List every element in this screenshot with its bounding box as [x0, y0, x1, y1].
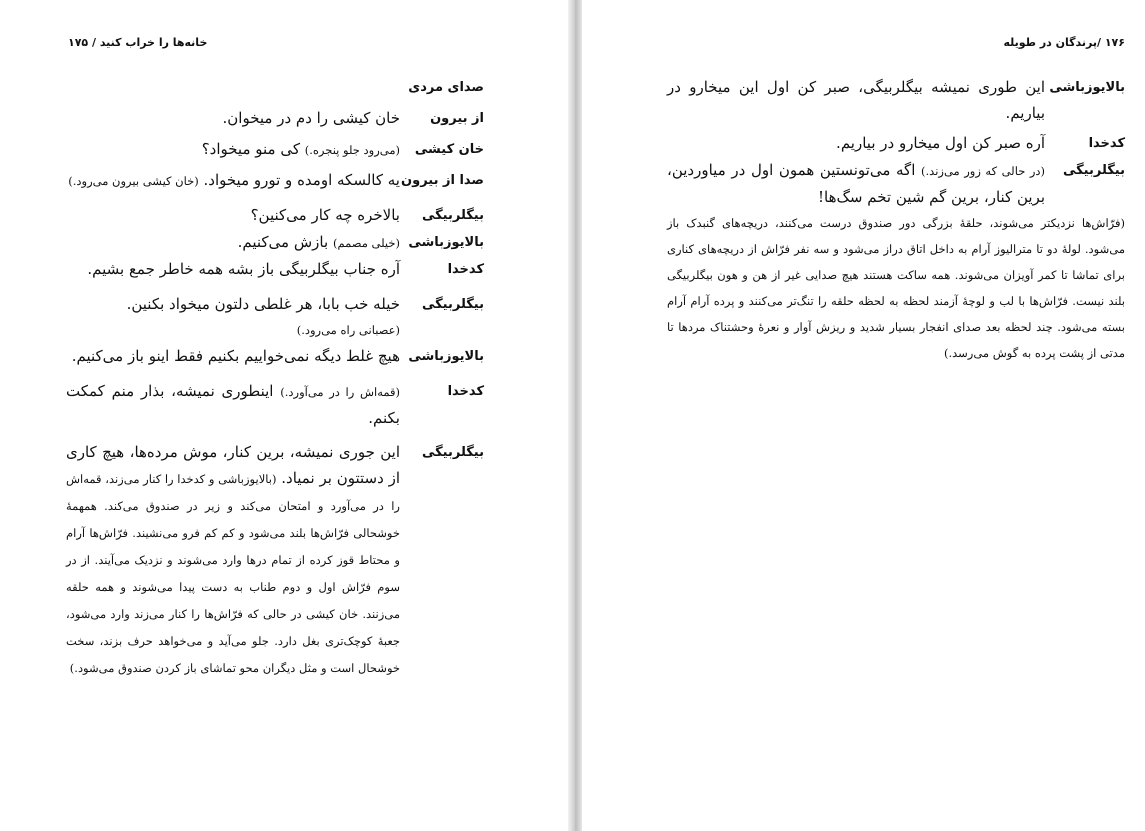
dialogue-line: خان کیشی را دم در میخوان. — [222, 109, 400, 127]
stage-direction: (خیلی مصمم) — [332, 236, 400, 250]
dialogue-text — [66, 291, 400, 343]
dialogue-entry — [66, 105, 484, 132]
dialogue-entry — [667, 157, 1125, 210]
dialogue-line: آره جناب بیگلربیگی باز بشه همه خاطر جمع بشیم. — [87, 260, 400, 278]
dialogue-text — [66, 229, 400, 256]
speaker-name: کدخدا — [447, 384, 484, 399]
right-page-header: ۱۷۶ /پرندگان در طویله — [1003, 36, 1125, 49]
dialogue-entry — [66, 291, 484, 343]
book-gutter — [568, 0, 582, 831]
dialogue-line: هیچ غلط دیگه نمی‌خواییم بکنیم فقط اینو باز می‌کنیم. — [71, 347, 400, 365]
dialogue-line: خیله خب بابا، هر غلطی دلتون میخواد بکنین. — [126, 295, 400, 313]
dialogue-text — [667, 157, 1045, 210]
dialogue-line: بالاخره چه کار می‌کنین؟ — [250, 206, 400, 224]
speaker-name: بالایوزباشی — [1049, 80, 1125, 95]
dialogue-line: این طوری نمیشه بیگلربیگی، صبر کن اول این میخارو در بیاریم. — [667, 78, 1045, 122]
speaker-name: بیگلربیگی — [421, 208, 484, 223]
dialogue-entry — [667, 130, 1125, 157]
left-page-content — [66, 74, 484, 681]
dialogue-entry — [66, 439, 484, 681]
dialogue-line: کی منو میخواد؟ — [201, 140, 300, 158]
speaker-name: بیگلربیگی — [421, 445, 484, 460]
left-page-header: خانه‌ها را خراب کنید / ۱۷۵ — [68, 36, 208, 49]
speaker-name: صدای مردی — [408, 80, 484, 95]
dialogue-text — [66, 343, 400, 369]
dialogue-entry — [66, 229, 484, 256]
dialogue-line: این جوری نمیشه، برین کنار، موش مرده‌ها، هیچ کاری از دستتون بر نمیاد. — [66, 443, 400, 487]
speaker-name: کدخدا — [1088, 136, 1125, 151]
speaker-name: از بیرون — [430, 111, 484, 126]
dialogue-line: اگه می‌تونستین همون اول در میاوردین، برین کنار، برین گم شین تخم سگ‌ها! — [667, 161, 1045, 206]
stage-direction-text — [667, 210, 1125, 366]
right-page — [582, 0, 1145, 831]
dialogue-entry — [667, 74, 1125, 126]
speaker-name: بیگلربیگی — [421, 297, 484, 312]
dialogue-line: یه کالسکه اومده و تورو میخواد. — [203, 171, 400, 189]
dialogue-text — [66, 136, 400, 163]
stage-direction: (فرّاش‌ها نزدیکتر می‌شوند، حلقهٔ بزرگی دور صندوق درست می‌کنند، دریچه‌های گنبدک باز می‌شود. لولهٔ دو تا مترالیوز آرام به داخل اتاق دراز می‌شود و سه نفر فرّاش از دریچه‌های کناری برای تماشا تا کمر آویزان می‌شوند. همه ساکت هستند هیچ صدایی غیر از هن و هون بیگلربیگی بلند نیست. فرّاش‌ها با لب و لوچهٔ آزمند لحظه به لحظه حلقه را تنگ‌تر می‌کنند و پرده آرام آرام بسته می‌شود. چند لحظه بعد صدای انفجار بسیار شدید و ریزش آوار و نعرهٔ وحشتناک مردها تا مدتی از پشت پرده به گوش می‌رسد.) — [667, 216, 1125, 360]
dialogue-text — [66, 439, 400, 681]
dialogue-text — [66, 202, 400, 228]
stage-direction: (می‌رود جلو پنجره.) — [304, 143, 400, 157]
speaker-name: بالایوزباشی — [408, 235, 484, 250]
dialogue-line: آره صبر کن اول میخارو در بیاریم. — [836, 134, 1045, 152]
dialogue-text — [66, 378, 400, 431]
dialogue-text — [667, 74, 1045, 126]
dialogue-entry — [66, 167, 484, 194]
speaker-name: بیگلربیگی — [1062, 163, 1125, 178]
dialogue-entry — [66, 202, 484, 229]
dialogue-text — [66, 105, 400, 131]
dialogue-text — [66, 167, 400, 194]
dialogue-entry — [66, 74, 484, 101]
dialogue-entry — [66, 136, 484, 163]
right-page-content — [667, 74, 1125, 366]
dialogue-line: اینطوری نمیشه، بذار منم کمکت بکنم. — [66, 382, 400, 427]
left-page — [0, 0, 568, 831]
stage-direction-block — [667, 210, 1125, 366]
dialogue-line: بازش می‌کنیم. — [237, 233, 329, 251]
speaker-name: کدخدا — [447, 262, 484, 277]
speaker-name: خان کیشی — [414, 142, 484, 157]
dialogue-text — [667, 130, 1045, 156]
stage-direction: (خان کیشی بیرون می‌رود.) — [68, 174, 199, 188]
stage-direction: (عصبانی راه می‌رود.) — [296, 323, 400, 337]
speaker-name: صدا از بیرون — [401, 173, 484, 188]
dialogue-text — [66, 256, 400, 282]
dialogue-entry — [66, 343, 484, 370]
dialogue-entry — [66, 378, 484, 431]
stage-direction: (قمه‌اش را در می‌آورد.) — [280, 385, 400, 399]
speaker-name: بالایوزباشی — [408, 349, 484, 364]
dialogue-entry — [66, 256, 484, 283]
stage-direction: (بالایوزباشی و کدخدا را کنار می‌زند، قمه‌اش را در می‌آورد و امتحان می‌کند و زیر در صندوق می‌کند. همهمهٔ خوشحالی فرّاش‌ها بلند می‌شود و کم کم فرو می‌نشیند. فرّاش‌ها آرام و محتاط قوز کرده از تمام درها وارد می‌شوند و نزدیک می‌آیند. از در سوم فرّاش اول و دوم طناب به دست پیدا می‌شوند و همه حلقه می‌زنند. خان کیشی در حالی که فرّاش‌ها را کنار می‌زند وارد می‌شود، جعبهٔ کوچک‌تری بغل دارد. جلو می‌آید و می‌خواهد حرف بزند، سخت خوشحال است و مثل دیگران محو تماشای باز کردن صندوق می‌شود.) — [66, 472, 400, 675]
stage-direction: (در حالی که زور می‌زند.) — [921, 164, 1045, 178]
